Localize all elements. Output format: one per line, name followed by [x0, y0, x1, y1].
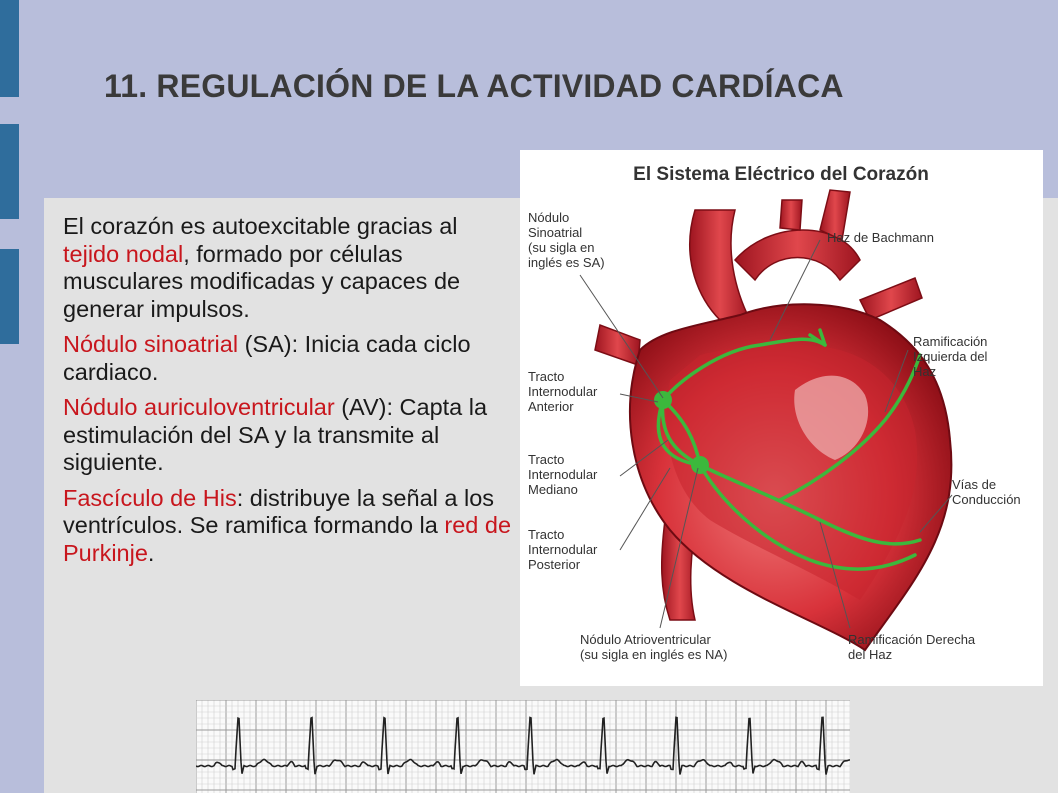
av-node-marker — [691, 456, 709, 474]
label-left-branch-1: Ramificación — [913, 334, 988, 349]
accent-bar — [0, 249, 19, 344]
text-run: El corazón es autoexcitable gracias al — [63, 213, 458, 239]
highlight-term: red de Purkinje — [63, 512, 512, 566]
slide-title: 11. REGULACIÓN DE LA ACTIVIDAD CARDÍACA — [104, 68, 844, 104]
figure-title: El Sistema Eléctrico del Corazón — [633, 164, 929, 185]
label-mid-2: Internodular — [528, 467, 598, 482]
paragraph-av-node — [63, 394, 513, 477]
text-run: : distribuye la señal a los ventrículos. Se ramifica formando la — [63, 484, 495, 538]
paragraph-sa-node — [63, 331, 513, 386]
paragraph-tejido-nodal — [63, 213, 513, 323]
body-text — [63, 213, 513, 575]
label-mid-1: Tracto — [528, 452, 565, 467]
label-left-branch-2: Izquierda del — [913, 349, 988, 364]
highlight-term: Nódulo sinoatrial — [63, 331, 239, 357]
highlight-term: tejido nodal — [63, 240, 184, 267]
highlight-term: Nódulo auriculoventricular — [63, 394, 335, 420]
paragraph-his-bundle — [63, 485, 513, 568]
label-bachmann: Haz de Bachmann — [827, 230, 934, 245]
label-anterior-1: Tracto — [528, 369, 565, 384]
accent-bar — [0, 0, 19, 97]
label-sa-1: Nódulo — [528, 210, 570, 225]
label-posterior-2: Internodular — [528, 542, 598, 557]
ecg-strip — [196, 700, 850, 793]
label-sa-2: Sinoatrial — [528, 225, 583, 240]
label-anterior-3: Anterior — [528, 399, 574, 414]
label-left-branch-3: Haz — [913, 364, 937, 379]
label-av-1: Nódulo Atrioventricular — [580, 632, 711, 647]
heart-diagram — [520, 150, 1043, 686]
highlight-term: Fascículo de His — [63, 484, 237, 511]
label-anterior-2: Internodular — [528, 384, 598, 399]
label-right-branch-2: del Haz — [848, 647, 893, 662]
label-right-branch-1: Ramificación Derecha — [848, 632, 976, 647]
text-run: (SA): Inicia cada ciclo cardiaco. — [63, 331, 471, 385]
label-posterior-3: Posterior — [528, 557, 581, 572]
ecg-trace — [196, 717, 850, 774]
text-run: , formado por células musculares modificadas y capaces de generar impulsos. — [63, 240, 461, 322]
label-av-2: (su sigla en inglés es NA) — [580, 647, 728, 662]
sa-node-marker — [654, 391, 672, 409]
label-sa-4: inglés es SA) — [528, 255, 605, 270]
label-conduction-2: Conducción — [952, 492, 1021, 507]
label-sa-3: (su sigla en — [528, 240, 595, 255]
text-run: . — [147, 539, 155, 566]
accent-bar — [0, 124, 19, 219]
label-conduction-1: Vías de — [952, 477, 997, 492]
label-posterior-1: Tracto — [528, 527, 565, 542]
label-mid-3: Mediano — [528, 482, 578, 497]
text-run: (AV): Capta la estimulación del SA y la transmite al siguiente. — [63, 394, 488, 475]
